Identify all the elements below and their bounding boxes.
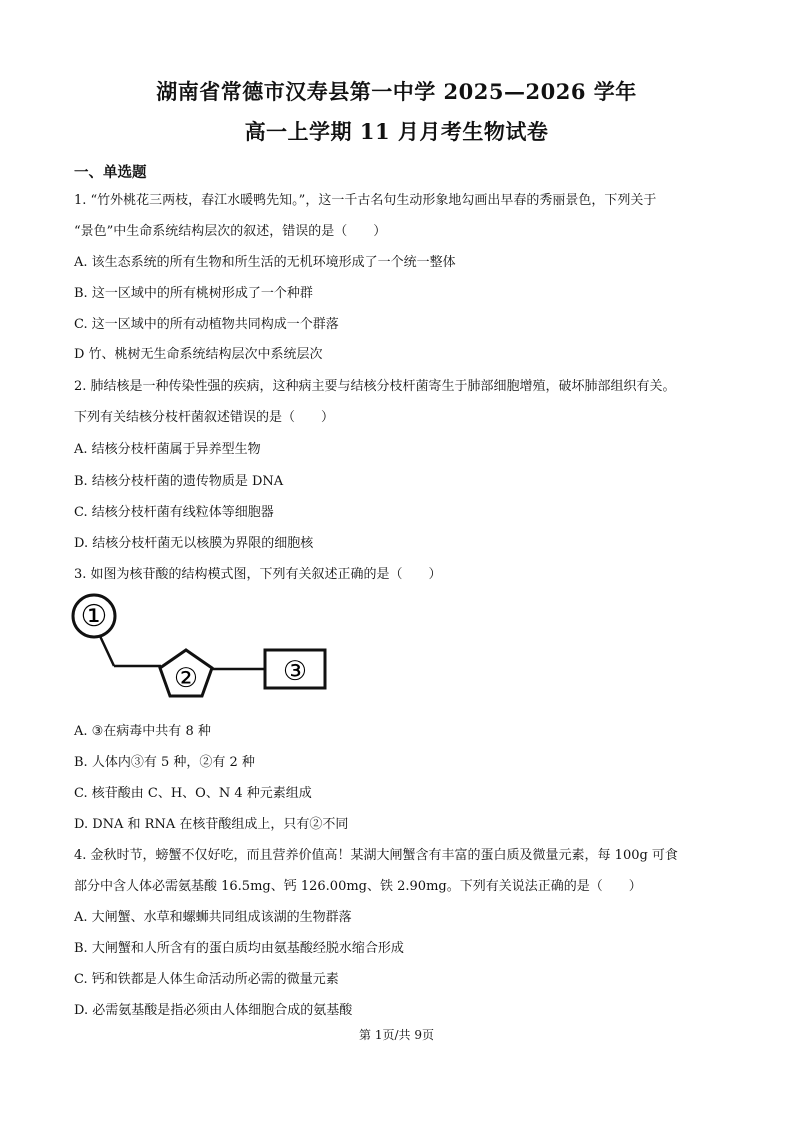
question-2-stem-line-2: 下列有关结核分枝杆菌叙述错误的是（ ） [74,410,335,425]
question-3-stem-line-1: 3. 如图为核苷酸的结构模式图，下列有关叙述正确的是（ ） [74,567,442,582]
nucleotide-structure-diagram [66,592,336,704]
question-3-option-a: A. ③在病毒中共有 8 种 [74,724,211,739]
question-1-option-d: D 竹、桃树无生命系统结构层次中系统层次 [74,347,323,362]
question-1-option-c: C. 这一区域中的所有动植物共同构成一个群落 [74,317,339,332]
exam-title-line-1: 湖南省常德市汉寿县第一中学 2025—2026 学年 [156,79,637,104]
question-2-option-a: A. 结核分枝杆菌属于异养型生物 [74,442,261,457]
question-1-stem-line-1: 1. “竹外桃花三两枝，春江水暖鸭先知。”，这一千古名句生动形象地勾画出早春的秀丽景色，下列关于 [74,193,657,208]
base-label: ③ [282,656,308,687]
question-4-option-a: A. 大闸蟹、水草和螺蛳共同组成该湖的生物群落 [74,910,352,925]
question-3-option-c: C. 核苷酸由 C、H、O、N 4 种元素组成 [74,786,312,801]
question-1-option-b: B. 这一区域中的所有桃树形成了一个种群 [74,286,313,301]
question-1-option-a: A. 该生态系统的所有生物和所生活的无机环境形成了一个统一整体 [74,255,456,270]
question-4-option-d: D. 必需氨基酸是指必须由人体细胞合成的氨基酸 [74,1003,353,1018]
question-2-option-c: C. 结核分枝杆菌有线粒体等细胞器 [74,505,274,520]
section-heading: 一、单选题 [74,165,147,181]
phosphate-sugar-bond [100,636,114,666]
exam-title-line-2: 高一上学期 11 月月考生物试卷 [244,119,549,144]
question-4-stem-line-1: 4. 金秋时节，螃蟹不仅好吃，而且营养价值高！某湖大闸蟹含有丰富的蛋白质及微量元素，每 100g 可食 [74,848,678,863]
question-2-option-b: B. 结核分枝杆菌的遗传物质是 DNA [74,474,284,489]
pentose-label: ② [173,663,199,694]
question-4-option-b: B. 大闸蟹和人所含有的蛋白质均由氨基酸经脱水缩合形成 [74,941,404,956]
question-3-option-b: B. 人体内③有 5 种，②有 2 种 [74,755,255,770]
question-1-stem-line-2: “景色”中生命系统结构层次的叙述，错误的是（ ） [74,224,387,239]
question-2-stem-line-1: 2. 肺结核是一种传染性强的疾病，这种病主要与结核分枝杆菌寄生于肺部细胞增殖，破坏肺部组织有关。 [74,379,676,394]
phosphate-label: ① [80,599,108,634]
question-3-option-d: D. DNA 和 RNA 在核苷酸组成上，只有②不同 [74,817,349,832]
question-2-option-d: D. 结核分枝杆菌无以核膜为界限的细胞核 [74,536,314,551]
question-4-option-c: C. 钙和铁都是人体生命活动所必需的微量元素 [74,972,339,987]
question-4-stem-line-2: 部分中含人体必需氨基酸 16.5mg、钙 126.00mg、铁 2.90mg。下列有关说法正确的是（ ） [74,879,642,894]
page-footer: 第 1页/共 9页 [359,1028,434,1042]
